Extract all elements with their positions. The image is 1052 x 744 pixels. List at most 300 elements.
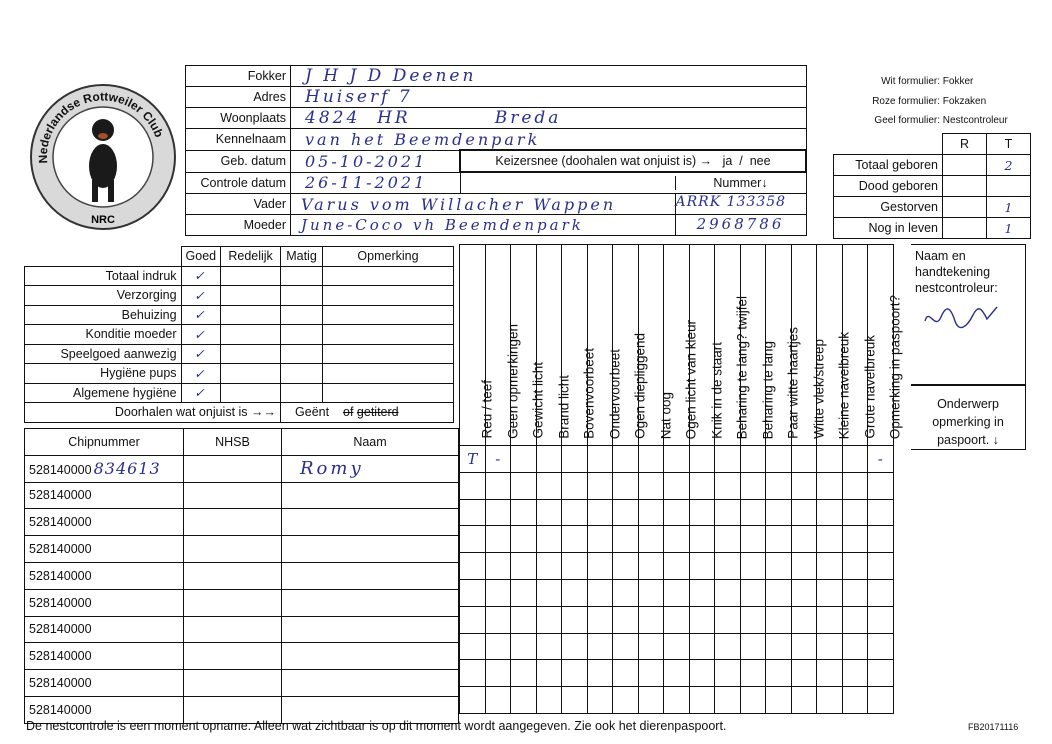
litter-totals-table bbox=[833, 133, 1031, 239]
goed-check[interactable]: ✓ bbox=[181, 325, 221, 345]
attribute-cell[interactable] bbox=[562, 472, 588, 499]
matig-cell[interactable] bbox=[281, 286, 323, 306]
attribute-cell[interactable] bbox=[638, 472, 664, 499]
attribute-cell[interactable] bbox=[638, 526, 664, 553]
moeder-nummer[interactable]: 2968786 bbox=[696, 215, 785, 233]
attribute-cell[interactable] bbox=[817, 446, 843, 473]
attribute-cell[interactable] bbox=[485, 579, 511, 606]
adres-label: Adres bbox=[186, 87, 291, 108]
vader-value[interactable]: Varus vom Willacher Wappen bbox=[301, 194, 617, 214]
attribute-cell[interactable] bbox=[562, 579, 588, 606]
attribute-cell[interactable] bbox=[460, 472, 486, 499]
attribute-cell[interactable] bbox=[460, 553, 486, 580]
attribute-cell[interactable] bbox=[562, 660, 588, 687]
attribute-cell[interactable] bbox=[868, 526, 894, 553]
kennelnaam-label: Kennelnaam bbox=[186, 129, 291, 151]
attribute-cell[interactable] bbox=[664, 499, 690, 526]
attribute-cell[interactable] bbox=[587, 446, 613, 473]
attribute-cell[interactable] bbox=[460, 579, 486, 606]
redelijk-cell[interactable] bbox=[221, 266, 281, 286]
attribute-cell[interactable] bbox=[689, 446, 715, 473]
nhsb-cell[interactable] bbox=[184, 670, 282, 697]
moeder-value[interactable]: June-Coco vh Beemdenpark bbox=[301, 216, 584, 234]
attribute-cell[interactable] bbox=[664, 687, 690, 714]
attribute-cell[interactable] bbox=[868, 606, 894, 633]
goed-check[interactable]: ✓ bbox=[181, 286, 221, 306]
attribute-cell[interactable] bbox=[740, 499, 766, 526]
attribute-cell[interactable] bbox=[638, 660, 664, 687]
totals-t[interactable]: 1 bbox=[987, 218, 1031, 239]
attribute-cell[interactable] bbox=[536, 579, 562, 606]
attribute-cell[interactable] bbox=[664, 472, 690, 499]
attribute-cell[interactable] bbox=[689, 499, 715, 526]
fokker-value[interactable]: J H J D Deenen bbox=[305, 66, 477, 86]
nhsb-cell[interactable] bbox=[184, 536, 282, 563]
attribute-cell[interactable] bbox=[766, 579, 792, 606]
vader-nummer[interactable]: ARRK 133358 bbox=[675, 194, 787, 210]
opmerking-cell[interactable] bbox=[322, 305, 453, 325]
attribute-column-label: Ondervoorbeet bbox=[607, 348, 623, 439]
totals-label: Nog in leven bbox=[834, 218, 943, 239]
naam-cell[interactable] bbox=[282, 616, 459, 643]
chip-cell[interactable]: 528140000 bbox=[25, 482, 184, 509]
redelijk-cell[interactable] bbox=[221, 364, 281, 384]
opmerking-cell[interactable] bbox=[322, 286, 453, 306]
nhsb-header: NHSB bbox=[184, 429, 282, 456]
attribute-cell[interactable] bbox=[766, 553, 792, 580]
goed-check[interactable]: ✓ bbox=[181, 344, 221, 364]
attribute-cell[interactable] bbox=[715, 606, 741, 633]
attribute-cell[interactable] bbox=[842, 553, 868, 580]
attribute-cell[interactable] bbox=[740, 660, 766, 687]
attribute-cell[interactable] bbox=[536, 660, 562, 687]
attribute-column-label: Opmerking in paspoort? bbox=[887, 294, 903, 439]
chip-cell[interactable]: 528140000 bbox=[25, 536, 184, 563]
attribute-cell[interactable] bbox=[485, 633, 511, 660]
attribute-cell[interactable] bbox=[817, 499, 843, 526]
attribute-cell[interactable]: - bbox=[868, 446, 894, 473]
attribute-cell[interactable] bbox=[638, 687, 664, 714]
getiterd-option[interactable]: getiterd bbox=[356, 405, 399, 420]
opmerking-cell[interactable] bbox=[322, 364, 453, 384]
attribute-cell[interactable] bbox=[664, 526, 690, 553]
attribute-cell[interactable] bbox=[613, 660, 639, 687]
chip-cell[interactable]: 528140000 bbox=[25, 509, 184, 536]
attribute-cell[interactable] bbox=[664, 579, 690, 606]
geent-field[interactable] bbox=[281, 403, 454, 423]
totals-r[interactable] bbox=[943, 197, 987, 218]
attribute-cell[interactable] bbox=[638, 633, 664, 660]
attribute-cell[interactable] bbox=[791, 446, 817, 473]
attribute-cell[interactable] bbox=[638, 499, 664, 526]
attribute-cell[interactable] bbox=[536, 553, 562, 580]
nhsb-cell[interactable] bbox=[184, 616, 282, 643]
chip-cell[interactable]: 528140000 bbox=[25, 562, 184, 589]
attribute-cell[interactable] bbox=[715, 687, 741, 714]
attribute-cell[interactable] bbox=[740, 687, 766, 714]
attribute-cell[interactable] bbox=[485, 660, 511, 687]
matig-cell[interactable] bbox=[281, 325, 323, 345]
attribute-cell[interactable] bbox=[587, 499, 613, 526]
grid-row bbox=[460, 553, 894, 580]
attribute-cell[interactable] bbox=[613, 499, 639, 526]
attribute-cell[interactable] bbox=[536, 472, 562, 499]
goed-check[interactable]: ✓ bbox=[181, 305, 221, 325]
form-code: FB20171116 bbox=[968, 722, 1019, 732]
attribute-cell[interactable] bbox=[562, 633, 588, 660]
attribute-cell[interactable] bbox=[791, 499, 817, 526]
attribute-cell[interactable] bbox=[842, 499, 868, 526]
nhsb-cell[interactable] bbox=[184, 455, 282, 482]
attribute-cell[interactable] bbox=[664, 446, 690, 473]
attribute-cell[interactable] bbox=[562, 687, 588, 714]
attribute-cell[interactable] bbox=[868, 553, 894, 580]
attribute-cell[interactable] bbox=[842, 472, 868, 499]
attribute-cell[interactable] bbox=[715, 499, 741, 526]
keizersnee-field[interactable] bbox=[460, 150, 806, 172]
geent-option[interactable]: Geënt bbox=[295, 405, 330, 420]
totals-t[interactable]: 1 bbox=[987, 197, 1031, 218]
naam-cell[interactable] bbox=[282, 589, 459, 616]
attribute-cell[interactable] bbox=[511, 606, 537, 633]
matig-cell[interactable] bbox=[281, 364, 323, 384]
grid-row bbox=[460, 606, 894, 633]
geb-datum-value[interactable]: 05-10-2021 bbox=[305, 151, 428, 171]
signature-box[interactable] bbox=[911, 244, 1026, 386]
attribute-cell[interactable] bbox=[689, 660, 715, 687]
grid-row bbox=[460, 499, 894, 526]
attribute-cell[interactable] bbox=[664, 633, 690, 660]
opmerking-cell[interactable] bbox=[322, 344, 453, 364]
attribute-column-header bbox=[664, 245, 699, 446]
attribute-cell[interactable] bbox=[689, 553, 715, 580]
attribute-column-header bbox=[817, 245, 852, 446]
attribute-cell[interactable] bbox=[842, 526, 868, 553]
attribute-cell[interactable] bbox=[485, 526, 511, 553]
redelijk-cell[interactable] bbox=[221, 305, 281, 325]
attribute-cell[interactable] bbox=[868, 472, 894, 499]
keizersnee-label: Keizersnee (doohalen wat onjuist is) → bbox=[495, 154, 713, 168]
legend-value: Fokzaken bbox=[942, 95, 987, 107]
attribute-cell[interactable] bbox=[536, 606, 562, 633]
chip-cell[interactable] bbox=[25, 455, 184, 482]
matig-cell[interactable] bbox=[281, 383, 323, 403]
logo-text-bottom: NRC bbox=[91, 214, 115, 226]
nhsb-cell[interactable] bbox=[184, 589, 282, 616]
table-row bbox=[25, 589, 459, 616]
attribute-column-header bbox=[536, 245, 572, 446]
attribute-cell[interactable] bbox=[715, 472, 741, 499]
attribute-cell[interactable] bbox=[715, 660, 741, 687]
attribute-cell[interactable] bbox=[587, 472, 613, 499]
attribute-cell[interactable] bbox=[587, 579, 613, 606]
attribute-cell[interactable] bbox=[562, 553, 588, 580]
attribute-column-label: Beharing te lang bbox=[760, 340, 776, 439]
redelijk-cell[interactable] bbox=[221, 344, 281, 364]
pups-table bbox=[24, 428, 459, 724]
attribute-cell[interactable] bbox=[740, 472, 766, 499]
attribute-cell[interactable] bbox=[536, 633, 562, 660]
totals-r[interactable] bbox=[943, 218, 987, 239]
nhsb-cell[interactable] bbox=[184, 562, 282, 589]
nhsb-cell[interactable] bbox=[184, 643, 282, 670]
legend-label: Geel formulier: bbox=[874, 115, 940, 126]
attribute-cell[interactable] bbox=[587, 553, 613, 580]
attribute-cell[interactable] bbox=[485, 606, 511, 633]
attribute-cell[interactable] bbox=[613, 472, 639, 499]
attribute-cell[interactable] bbox=[638, 446, 664, 473]
attribute-cell[interactable] bbox=[689, 579, 715, 606]
attribute-cell[interactable] bbox=[868, 687, 894, 714]
attribute-cell[interactable] bbox=[587, 660, 613, 687]
attribute-cell[interactable] bbox=[562, 446, 588, 473]
goed-check[interactable]: ✓ bbox=[181, 266, 221, 286]
chip-cell[interactable]: 528140000 bbox=[25, 643, 184, 670]
naam-cell[interactable] bbox=[282, 643, 459, 670]
attribute-cell[interactable] bbox=[842, 579, 868, 606]
attribute-cell[interactable] bbox=[587, 633, 613, 660]
attribute-cell[interactable] bbox=[715, 633, 741, 660]
attribute-cell[interactable] bbox=[511, 660, 537, 687]
attribute-cell[interactable] bbox=[613, 633, 639, 660]
attribute-cell[interactable] bbox=[868, 633, 894, 660]
attribute-cell[interactable] bbox=[842, 687, 868, 714]
chip-cell[interactable]: 528140000 bbox=[25, 696, 184, 723]
attribute-cell[interactable] bbox=[460, 606, 486, 633]
totals-t[interactable] bbox=[987, 176, 1031, 197]
attribute-cell[interactable] bbox=[460, 526, 486, 553]
naam-cell[interactable] bbox=[282, 482, 459, 509]
matig-cell[interactable] bbox=[281, 305, 323, 325]
attribute-cell[interactable] bbox=[511, 553, 537, 580]
attribute-cell[interactable] bbox=[664, 553, 690, 580]
attribute-cell[interactable] bbox=[613, 446, 639, 473]
attribute-cell[interactable] bbox=[715, 446, 741, 473]
attribute-column-header bbox=[689, 245, 725, 446]
attribute-cell[interactable] bbox=[485, 553, 511, 580]
attribute-cell[interactable] bbox=[842, 446, 868, 473]
attribute-cell[interactable] bbox=[817, 472, 843, 499]
attribute-column-label: Kleine navelbreuk bbox=[836, 331, 852, 439]
table-row bbox=[25, 562, 459, 589]
attribute-cell[interactable] bbox=[842, 606, 868, 633]
attribute-cell[interactable] bbox=[791, 553, 817, 580]
attribute-cell[interactable] bbox=[715, 579, 741, 606]
naam-cell[interactable] bbox=[282, 536, 459, 563]
attribute-cell[interactable]: T bbox=[460, 446, 486, 473]
nhsb-cell[interactable] bbox=[184, 482, 282, 509]
nhsb-cell[interactable] bbox=[184, 509, 282, 536]
attribute-cell[interactable] bbox=[460, 687, 486, 714]
totals-r[interactable] bbox=[943, 155, 987, 176]
attribute-cell[interactable] bbox=[587, 606, 613, 633]
attribute-cell[interactable] bbox=[868, 660, 894, 687]
keizersnee-nee[interactable]: nee bbox=[749, 154, 771, 168]
grid-row bbox=[460, 446, 894, 473]
attribute-cell[interactable] bbox=[791, 633, 817, 660]
attribute-cell[interactable] bbox=[638, 606, 664, 633]
attribute-cell[interactable] bbox=[689, 472, 715, 499]
attribute-cell[interactable] bbox=[689, 633, 715, 660]
totals-t[interactable]: 2 bbox=[987, 155, 1031, 176]
attribute-cell[interactable] bbox=[817, 687, 843, 714]
attribute-cell[interactable] bbox=[511, 633, 537, 660]
attribute-cell[interactable] bbox=[511, 472, 537, 499]
matig-cell[interactable] bbox=[281, 344, 323, 364]
attribute-cell[interactable] bbox=[817, 660, 843, 687]
attribute-cell[interactable] bbox=[740, 553, 766, 580]
attribute-cell[interactable] bbox=[664, 606, 690, 633]
keizersnee-ja[interactable]: ja bbox=[722, 154, 733, 168]
attribute-cell[interactable] bbox=[485, 687, 511, 714]
attribute-column-header bbox=[638, 245, 674, 446]
col-r: R bbox=[943, 134, 987, 155]
attribute-cell[interactable] bbox=[536, 446, 562, 473]
attribute-cell[interactable] bbox=[511, 499, 537, 526]
attribute-column-label: Bovenvoorbeet bbox=[581, 348, 597, 439]
adres-value[interactable]: Huiserf 7 bbox=[305, 87, 413, 107]
attribute-cell[interactable] bbox=[460, 660, 486, 687]
attribute-cell[interactable] bbox=[613, 606, 639, 633]
chip-prefix: 528140000 bbox=[29, 463, 92, 478]
attribute-column-header bbox=[791, 245, 827, 446]
attribute-cell[interactable] bbox=[638, 579, 664, 606]
attribute-cell[interactable] bbox=[817, 553, 843, 580]
attribute-cell[interactable] bbox=[868, 579, 894, 606]
attribute-cell[interactable] bbox=[791, 472, 817, 499]
attribute-cell[interactable] bbox=[511, 687, 537, 714]
attribute-cell[interactable] bbox=[562, 499, 588, 526]
legend-value: Nestcontroleur bbox=[942, 115, 1008, 126]
attribute-cell[interactable] bbox=[766, 687, 792, 714]
goed-check[interactable]: ✓ bbox=[181, 383, 221, 403]
redelijk-cell[interactable] bbox=[221, 325, 281, 345]
attribute-cell[interactable] bbox=[740, 526, 766, 553]
chip-cell[interactable]: 528140000 bbox=[25, 616, 184, 643]
grid-row bbox=[460, 526, 894, 553]
attribute-cell[interactable] bbox=[536, 687, 562, 714]
attribute-cell[interactable] bbox=[689, 687, 715, 714]
attribute-column-header bbox=[715, 245, 750, 446]
attribute-cell[interactable] bbox=[766, 633, 792, 660]
naam-cell[interactable] bbox=[282, 562, 459, 589]
attribute-cell[interactable] bbox=[485, 499, 511, 526]
goed-check[interactable]: ✓ bbox=[181, 364, 221, 384]
of-text: of bbox=[343, 405, 354, 420]
attribute-cell[interactable] bbox=[613, 553, 639, 580]
attribute-cell[interactable] bbox=[842, 660, 868, 687]
grid-row bbox=[460, 687, 894, 714]
signature-label: Naam en handtekening nestcontroleur: bbox=[915, 249, 998, 295]
attribute-cell[interactable] bbox=[511, 446, 537, 473]
redelijk-cell[interactable] bbox=[221, 286, 281, 306]
redelijk-cell[interactable] bbox=[221, 383, 281, 403]
attribute-cell[interactable] bbox=[740, 446, 766, 473]
attribute-cell[interactable] bbox=[817, 633, 843, 660]
totals-r[interactable] bbox=[943, 176, 987, 197]
attribute-cell[interactable] bbox=[766, 446, 792, 473]
redelijk-header: Redelijk bbox=[221, 247, 281, 267]
chip-cell[interactable]: 528140000 bbox=[25, 670, 184, 697]
opmerking-cell[interactable] bbox=[322, 383, 453, 403]
attribute-column-header bbox=[562, 245, 597, 446]
naam-cell[interactable] bbox=[282, 670, 459, 697]
attribute-cell[interactable] bbox=[791, 660, 817, 687]
attribute-column-label: Ogen licht van kleur bbox=[683, 319, 699, 439]
attribute-cell[interactable]: - bbox=[485, 446, 511, 473]
attribute-cell[interactable] bbox=[613, 526, 639, 553]
naam-cell[interactable] bbox=[282, 455, 459, 482]
attribute-column-label: Witte vlek/streep bbox=[811, 339, 827, 439]
attribute-cell[interactable] bbox=[868, 499, 894, 526]
check-label: Algemene hygiëne bbox=[25, 383, 182, 403]
attribute-cell[interactable] bbox=[587, 687, 613, 714]
attribute-cell[interactable] bbox=[689, 526, 715, 553]
attribute-cell[interactable] bbox=[613, 687, 639, 714]
table-row bbox=[25, 643, 459, 670]
attribute-cell[interactable] bbox=[587, 526, 613, 553]
attribute-cell[interactable] bbox=[715, 553, 741, 580]
attribute-cell[interactable] bbox=[740, 579, 766, 606]
woonplaats-value[interactable]: 4824 HR Breda bbox=[305, 108, 562, 128]
grid-row bbox=[460, 472, 894, 499]
attribute-cell[interactable] bbox=[766, 526, 792, 553]
kennelnaam-value[interactable]: van het Beemdenpark bbox=[305, 129, 541, 149]
totals-label: Dood geboren bbox=[834, 176, 943, 197]
attribute-cell[interactable] bbox=[817, 579, 843, 606]
chip-cell[interactable]: 528140000 bbox=[25, 589, 184, 616]
woonplaats-label: Woonplaats bbox=[186, 108, 291, 129]
attribute-cell[interactable] bbox=[766, 472, 792, 499]
attribute-cell[interactable] bbox=[485, 472, 511, 499]
attribute-cell[interactable] bbox=[817, 526, 843, 553]
attribute-cell[interactable] bbox=[740, 633, 766, 660]
attribute-cell[interactable] bbox=[562, 526, 588, 553]
attribute-cell[interactable] bbox=[536, 499, 562, 526]
attribute-cell[interactable] bbox=[791, 526, 817, 553]
naam-cell[interactable] bbox=[282, 509, 459, 536]
attribute-column-label: Knik in de staart bbox=[709, 342, 725, 439]
attribute-cell[interactable] bbox=[740, 606, 766, 633]
attribute-cell[interactable] bbox=[817, 606, 843, 633]
opmerking-cell[interactable] bbox=[322, 266, 453, 286]
attribute-cell[interactable] bbox=[766, 499, 792, 526]
attribute-column-label: Ogen diepliggend bbox=[632, 333, 648, 439]
attribute-cell[interactable] bbox=[842, 633, 868, 660]
matig-cell[interactable] bbox=[281, 266, 323, 286]
vader-label: Vader bbox=[186, 194, 291, 215]
opmerking-cell[interactable] bbox=[322, 325, 453, 345]
attribute-column-header bbox=[766, 245, 801, 446]
controle-datum-value[interactable]: 26-11-2021 bbox=[305, 173, 428, 193]
attribute-cell[interactable] bbox=[460, 633, 486, 660]
attribute-cell[interactable] bbox=[689, 606, 715, 633]
attribute-cell[interactable] bbox=[511, 579, 537, 606]
attribute-cell[interactable] bbox=[766, 606, 792, 633]
attribute-cell[interactable] bbox=[715, 526, 741, 553]
attribute-cell[interactable] bbox=[613, 579, 639, 606]
attribute-cell[interactable] bbox=[536, 526, 562, 553]
attribute-cell[interactable] bbox=[562, 606, 588, 633]
attribute-cell[interactable] bbox=[791, 579, 817, 606]
attribute-cell[interactable] bbox=[460, 499, 486, 526]
attribute-cell[interactable] bbox=[791, 687, 817, 714]
attribute-cell[interactable] bbox=[791, 606, 817, 633]
attribute-cell[interactable] bbox=[664, 660, 690, 687]
attribute-cell[interactable] bbox=[638, 553, 664, 580]
attribute-cell[interactable] bbox=[766, 660, 792, 687]
attribute-cell[interactable] bbox=[511, 526, 537, 553]
